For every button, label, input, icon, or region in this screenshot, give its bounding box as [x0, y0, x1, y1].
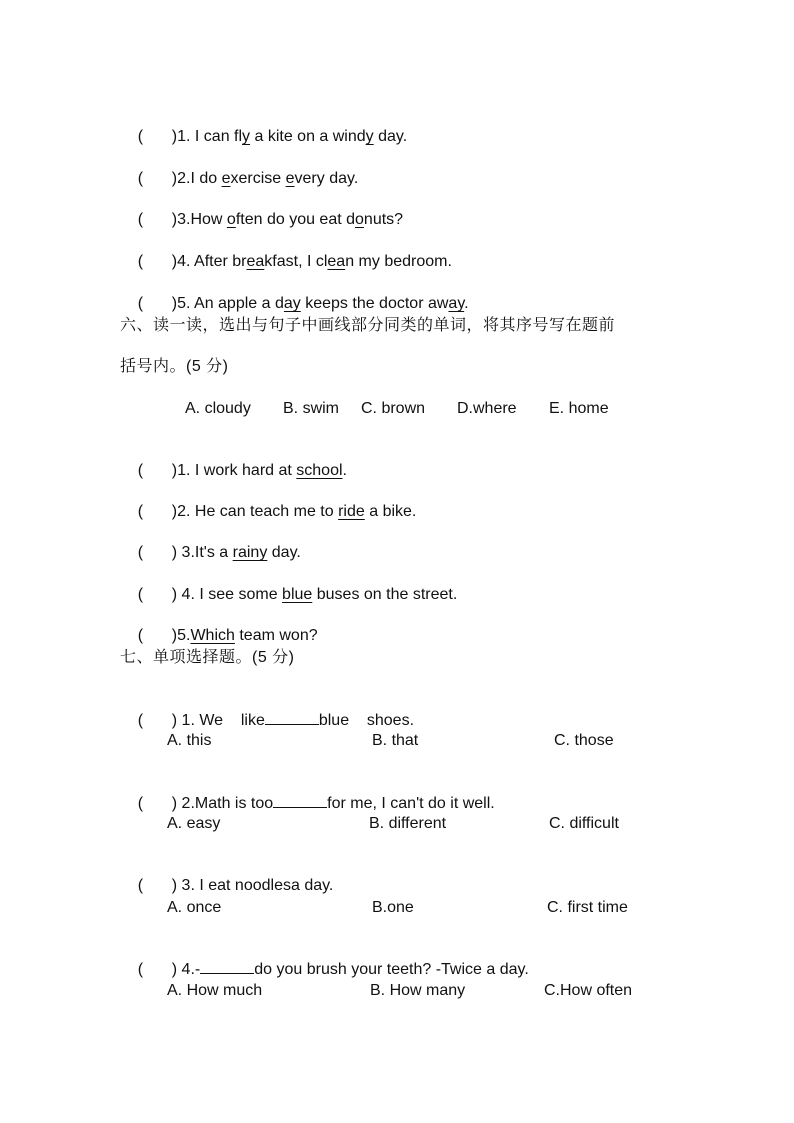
answer-paren: ( [137, 462, 144, 479]
answer-paren: ( [137, 211, 144, 228]
choice-question-3 [120, 856, 333, 916]
question-text: ) 3. I eat noodlesa day. [171, 877, 334, 894]
underlined-letters: ay [448, 295, 465, 312]
underlined-letters: e [221, 170, 231, 187]
q1-option-c: C. those [554, 732, 614, 749]
answer-paren: ( [137, 295, 144, 312]
item-text: )5. [171, 627, 191, 644]
item-text: keeps the doctor aw [300, 295, 449, 312]
item-text: n my bedroom. [345, 253, 452, 270]
item-text: nuts? [363, 211, 404, 228]
word-bank-option-b: B. swim [283, 400, 339, 417]
choice-question-1 [120, 690, 414, 751]
answer-paren: ( [137, 877, 144, 894]
underlined-letters: ea [327, 253, 346, 270]
item-text: very day. [294, 170, 359, 187]
q2-option-c: C. difficult [549, 815, 619, 832]
question-text: for me, I can't do it well. [327, 795, 495, 812]
item-text: )1. I work hard at [171, 462, 297, 479]
q3-option-b: B.one [372, 899, 414, 916]
section-6-heading-line-1: 六、读一读，选出与句子中画线部分同类的单词，将其序号写在题前 [120, 317, 616, 334]
question-text: ) 1. We like [171, 712, 265, 729]
answer-paren: ( [137, 586, 144, 603]
answer-paren: ( [137, 503, 144, 520]
word-bank-option-e: E. home [549, 400, 609, 417]
underlined-letters: o [226, 211, 236, 228]
q1-option-b: B. that [372, 732, 419, 749]
answer-paren: ( [137, 795, 144, 812]
answer-paren: ( [137, 712, 144, 729]
answer-paren: ( [137, 961, 144, 978]
item-text: )2.I do [171, 170, 222, 187]
answer-paren: ( [137, 128, 144, 145]
item-text: a kite on a wind [250, 128, 366, 145]
q1-option-a: A. this [167, 732, 212, 749]
q2-option-a: A. easy [167, 815, 221, 832]
item-text: kfast, I cl [264, 253, 328, 270]
item-text: ften do you eat d [235, 211, 356, 228]
answer-blank [200, 959, 254, 974]
q3-option-c: C. first time [547, 899, 628, 916]
answer-blank [273, 793, 327, 808]
word-bank-option-d: D.where [457, 400, 517, 417]
item-text: ) 3.It's a [171, 544, 233, 561]
q3-option-a: A. once [167, 899, 222, 916]
underlined-letters: ay [283, 295, 301, 312]
q2-option-b: B. different [369, 815, 447, 832]
section-6-heading-line-2: 括号内。(5 分) [120, 358, 229, 375]
answer-paren: ( [137, 170, 144, 187]
item-text: xercise [230, 170, 286, 187]
question-text: ) 4.- [171, 961, 201, 978]
item-text: day. [373, 128, 408, 145]
word-bank-option-a: A. cloudy [185, 400, 251, 417]
item-text: a bike. [364, 503, 417, 520]
section-7-heading: 七、单项选择题。(5 分) [120, 649, 295, 666]
item-text: day. [267, 544, 301, 561]
underlined-word: blue [282, 586, 313, 603]
question-text: blue shoes. [318, 712, 415, 729]
q4-option-b: B. How many [370, 982, 466, 999]
underlined-letters: e [285, 170, 295, 187]
underlined-word: Which [190, 627, 235, 644]
item-text: . [464, 295, 469, 312]
answer-blank [265, 710, 319, 725]
underlined-word: rainy [232, 544, 268, 561]
item-text: )4. After br [171, 253, 247, 270]
answer-paren: ( [137, 544, 144, 561]
item-text: )2. He can teach me to [171, 503, 339, 520]
answer-paren: ( [137, 253, 144, 270]
answer-paren: ( [137, 627, 144, 644]
underlined-word: ride [338, 503, 365, 520]
item-text: )5. An apple a d [171, 295, 284, 312]
question-text: ) 2.Math is too [171, 795, 274, 812]
item-text: )1. I can fl [171, 128, 243, 145]
word-bank-option-c: C. brown [361, 400, 426, 417]
q4-option-a: A. How much [167, 982, 263, 999]
item-text: ) 4. I see some [171, 586, 283, 603]
underlined-word: school [296, 462, 343, 479]
q4-option-c: C.How often [544, 982, 633, 999]
item-text: team won? [234, 627, 318, 644]
underlined-letters: ea [246, 253, 265, 270]
underlined-letters: y [242, 128, 251, 145]
item-text: )3.How [171, 211, 227, 228]
underlined-letters: o [355, 211, 364, 228]
question-text: do you brush your teeth? -Twice a day. [254, 961, 529, 978]
item-text: buses on the street. [312, 586, 458, 603]
item-text: . [342, 462, 347, 479]
underlined-letters: y [365, 128, 374, 145]
